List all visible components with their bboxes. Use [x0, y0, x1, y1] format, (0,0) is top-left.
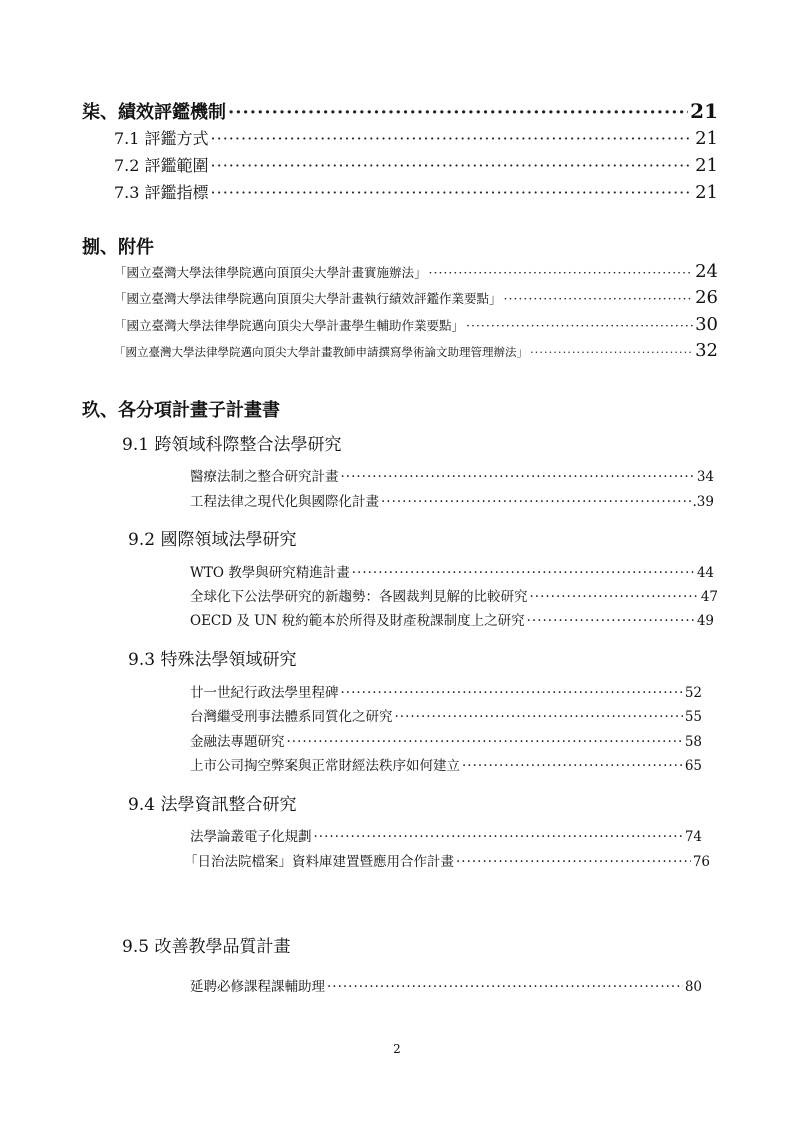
- toc-page-number: 32: [695, 340, 718, 361]
- dot-leader: [504, 291, 694, 306]
- toc-label: 法學論叢電子化規劃: [190, 829, 312, 845]
- toc-label: 工程法律之現代化與國際化計畫: [190, 494, 379, 510]
- toc-label: OECD 及 UN 稅約範本於所得及財產稅課制度上之研究: [190, 613, 525, 629]
- toc-entry: [190, 730, 702, 750]
- toc-label: 醫療法制之整合研究計畫: [190, 469, 339, 485]
- toc-entry: [190, 490, 714, 510]
- toc-entry: [114, 287, 718, 308]
- toc-label: 金融法專題研究: [190, 734, 285, 750]
- dot-leader: [530, 589, 699, 605]
- subsection-title: 9.5 改善教學品質計畫: [122, 937, 291, 957]
- dot-leader: [287, 734, 683, 750]
- toc-entry: [190, 754, 702, 774]
- dot-leader: [327, 979, 683, 995]
- toc-label: 7.2 評鑑範圍: [114, 156, 209, 175]
- dot-leader: [228, 102, 688, 123]
- toc-label: 台灣繼受刑事法體系同質化之研究: [190, 709, 393, 725]
- toc-entry: [190, 561, 714, 581]
- subsection-title: 9.4 法學資訊整合研究: [128, 795, 297, 815]
- toc-entry: [190, 681, 702, 701]
- dot-leader: [211, 129, 694, 148]
- toc-page-number: 52: [684, 685, 702, 701]
- toc-page-number: 47: [700, 589, 718, 605]
- toc-entry: [114, 153, 718, 176]
- toc-page-number: 74: [684, 829, 702, 845]
- toc-label: 「日治法院檔案」資料庫建置暨應用合作計畫: [184, 854, 454, 870]
- toc-page-number: 55: [684, 709, 702, 725]
- toc-entry: [114, 126, 718, 149]
- toc-label: 7.3 評鑑指標: [114, 183, 209, 202]
- toc-entry: [190, 705, 702, 725]
- dot-leader: [211, 183, 694, 202]
- toc-page-number: 21: [695, 155, 718, 176]
- toc-label: 延聘必修課程課輔助理: [190, 979, 325, 995]
- toc-heading-section7: [82, 98, 718, 124]
- toc-page-number: 76: [692, 854, 710, 870]
- toc-page-number: 65: [684, 758, 702, 774]
- toc-page-number: 80: [684, 979, 702, 995]
- toc-heading-section9: 玖、各分項計畫子計畫書: [82, 400, 280, 421]
- toc-page-number: .39: [692, 494, 714, 510]
- dot-leader: [530, 345, 693, 359]
- toc-label: 「國立臺灣大學法律學院邁向頂尖大學計畫教師申請撰寫學術論文助理管理辦法」: [114, 345, 528, 359]
- toc-page-number: 21: [690, 99, 718, 123]
- dot-leader: [381, 494, 691, 510]
- toc-entry: [190, 465, 714, 485]
- toc-label: 全球化下公法學研究的新趨勢：各國裁判見解的比較研究: [190, 589, 528, 605]
- toc-page-number: 30: [695, 314, 718, 335]
- dot-leader: [462, 758, 683, 774]
- dot-leader: [395, 709, 683, 725]
- toc-entry: [190, 609, 714, 629]
- dot-leader: [466, 318, 693, 333]
- dot-leader: [527, 613, 695, 629]
- toc-entry: [114, 340, 718, 361]
- page-number: 2: [393, 1042, 401, 1056]
- dot-leader: [211, 156, 694, 175]
- toc-entry: [184, 850, 710, 870]
- toc-entry: [190, 975, 702, 995]
- dot-leader: [429, 265, 694, 280]
- toc-label: 「國立臺灣大學法律學院邁向頂頂尖大學計畫執行績效評鑑作業要點」: [114, 291, 502, 306]
- toc-entry: [114, 261, 718, 282]
- toc-heading-section8: 捌、附件: [82, 237, 154, 258]
- dot-leader: [341, 469, 695, 485]
- toc-label: 「國立臺灣大學法律學院邁向頂尖大學計畫學生輔助作業要點」: [114, 318, 465, 333]
- toc-page-number: 21: [695, 128, 718, 149]
- toc-label: 廿一世紀行政法學里程碑: [190, 685, 339, 701]
- toc-page-number: 21: [695, 182, 718, 203]
- toc-page-number: 24: [695, 261, 718, 282]
- toc-entry: [114, 180, 718, 203]
- toc-page-number: 58: [684, 734, 702, 750]
- dot-leader: [314, 829, 683, 845]
- toc-page-number: 49: [696, 613, 714, 629]
- subsection-title: 9.3 特殊法學領域研究: [128, 650, 297, 670]
- toc-entry: [190, 825, 702, 845]
- toc-label: 柒、績效評鑑機制: [82, 102, 226, 123]
- toc-label: 上市公司掏空弊案與正常財經法秩序如何建立: [190, 758, 460, 774]
- subsection-title: 9.1 跨領域科際整合法學研究: [122, 435, 342, 455]
- toc-label: 「國立臺灣大學法律學院邁向頂頂尖大學計畫實施辦法」: [114, 265, 427, 280]
- toc-page-number: 26: [695, 287, 718, 308]
- toc-label: WTO 教學與研究精進計畫: [190, 565, 350, 581]
- toc-entry: [190, 585, 718, 605]
- dot-leader: [341, 685, 683, 701]
- toc-entry: [114, 314, 718, 335]
- toc-label: 7.1 評鑑方式: [114, 129, 209, 148]
- subsection-title: 9.2 國際領域法學研究: [128, 530, 297, 550]
- toc-page-number: 34: [696, 469, 714, 485]
- dot-leader: [456, 854, 691, 870]
- dot-leader: [352, 565, 695, 581]
- toc-page-number: 44: [696, 565, 714, 581]
